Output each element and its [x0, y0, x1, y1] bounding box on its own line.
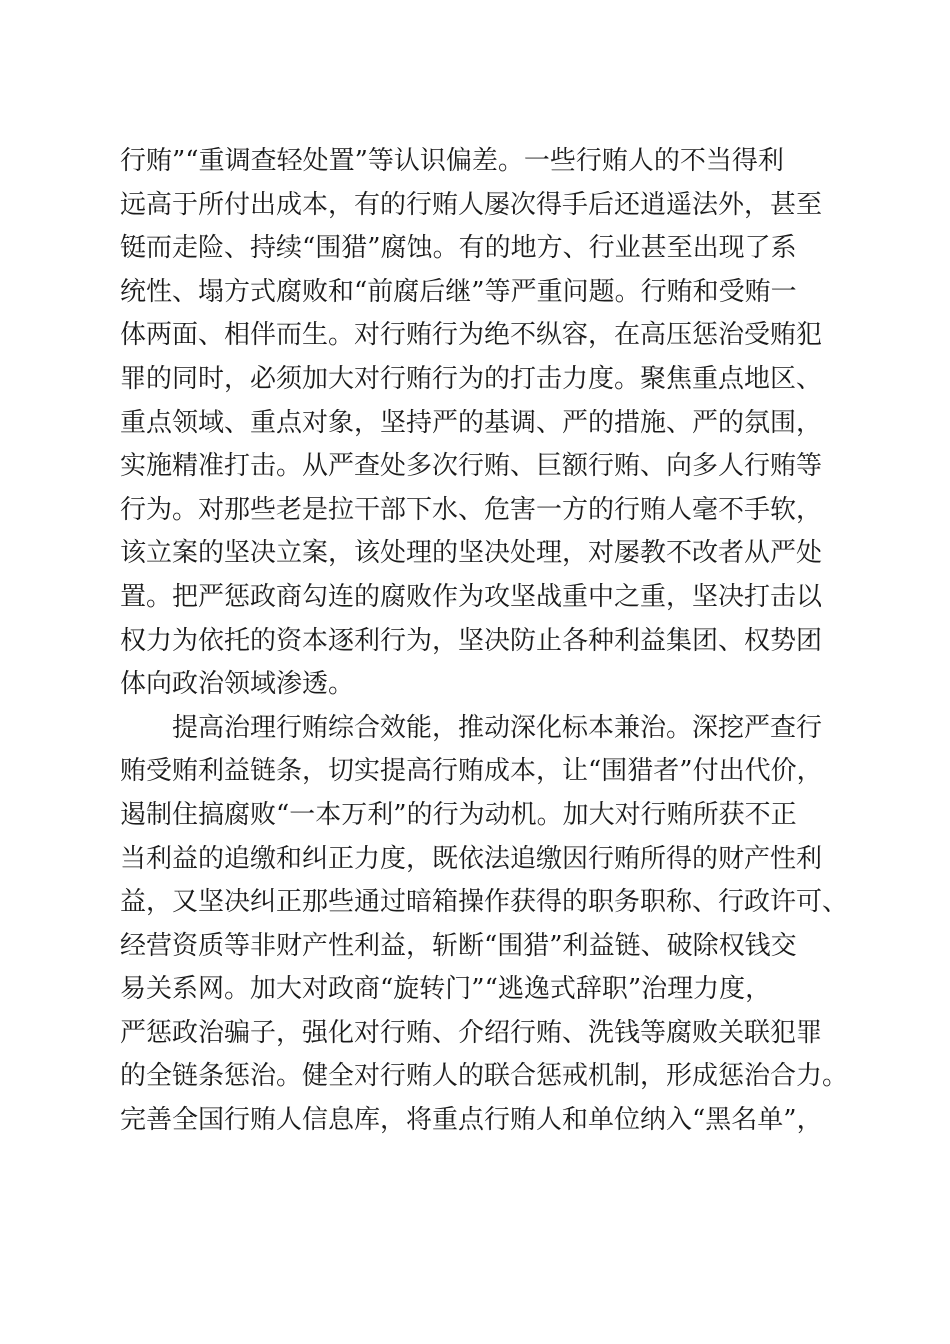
text-line: 行贿”“重调查轻处置”等认识偏差。一些行贿人的不当得利	[120, 146, 784, 176]
text-line: 实施精准打击。从严查处多次行贿、巨额行贿、向多人行贿等	[120, 451, 823, 482]
text-line: 体两面、相伴而生。对行贿行为绝不纵容，在高压惩治受贿犯	[120, 320, 823, 351]
text-line: 遏制住搞腐败“一本万利”的行为动机。加大对行贿所获不正	[120, 799, 797, 830]
text-line: 重点领域、重点对象，坚持严的基调、严的措施、严的氛围，	[120, 407, 823, 438]
text-line: 权力为依托的资本逐利行为，坚决防止各种利益集团、权势团	[120, 625, 823, 656]
text-line: 铤而走险、持续“围猎”腐蚀。有的地方、行业甚至出现了系	[120, 233, 797, 264]
text-line: 益，又坚决纠正那些通过暗箱操作获得的职务职称、行政许可、	[120, 887, 849, 918]
paragraph-1	[120, 140, 850, 707]
text-line: 该立案的坚决立案，该处理的坚决处理，对屡教不改者从严处	[120, 538, 823, 569]
text-line: 罪的同时，必须加大对行贿行为的打击力度。聚焦重点地区、	[120, 363, 823, 394]
text-line: 行为。对那些老是拉干部下水、危害一方的行贿人毫不手软，	[120, 494, 823, 525]
text-line: 远高于所付出成本，有的行贿人屡次得手后还逍遥法外，甚至	[120, 189, 823, 220]
text-line: 完善全国行贿人信息库，将重点行贿人和单位纳入“黑名单”，	[120, 1105, 823, 1136]
text-line-first-indented: 提高治理行贿综合效能，推动深化标本兼治。深挖严查行	[172, 712, 823, 743]
paragraph-2	[120, 707, 850, 1143]
text-line: 当利益的追缴和纠正力度，既依法追缴因行贿所得的财产性利	[120, 843, 823, 874]
text-line: 易关系网。加大对政商“旋转门”“逃逸式辞职”治理力度，	[120, 974, 772, 1005]
text-line: 体向政治领域渗透。	[120, 669, 355, 700]
text-line: 经营资质等非财产性利益，斩断“围猎”利益链、破除权钱交	[120, 930, 797, 961]
text-line: 严惩政治骗子，强化对行贿、介绍行贿、洗钱等腐败关联犯罪	[120, 1017, 823, 1048]
text-line: 的全链条惩治。健全对行贿人的联合惩戒机制，形成惩治合力。	[120, 1061, 849, 1092]
text-line: 贿受贿利益链条，切实提高行贿成本，让“围猎者”付出代价，	[120, 756, 823, 787]
document-body	[120, 140, 850, 1143]
text-line: 置。把严惩政商勾连的腐败作为攻坚战重中之重，坚决打击以	[120, 581, 823, 612]
text-line: 统性、塌方式腐败和“前腐后继”等严重问题。行贿和受贿一	[120, 276, 797, 307]
